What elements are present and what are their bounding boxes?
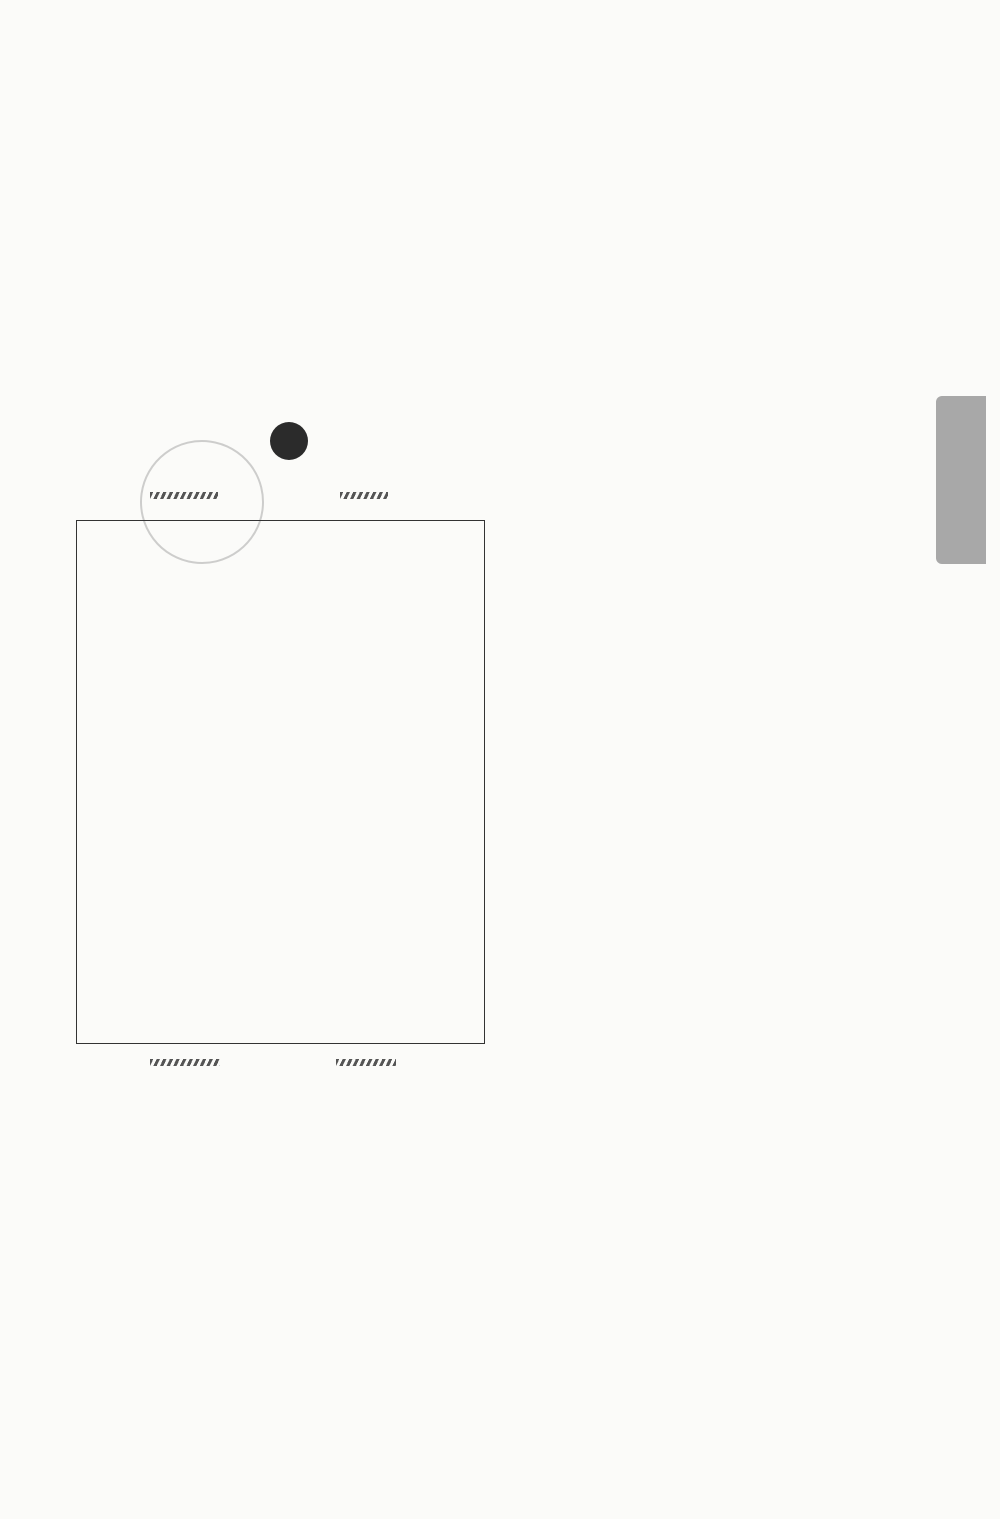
title-stripe-left xyxy=(150,1059,220,1066)
quick-answers-box xyxy=(76,520,485,1044)
exam-header xyxy=(270,418,740,464)
title-stripe-left xyxy=(150,492,218,499)
title-stripe-right xyxy=(336,1059,396,1066)
title-stripe-right xyxy=(340,492,388,499)
side-tab xyxy=(936,396,986,564)
exam-number-badge xyxy=(270,422,308,460)
stamp-text xyxy=(149,448,268,465)
